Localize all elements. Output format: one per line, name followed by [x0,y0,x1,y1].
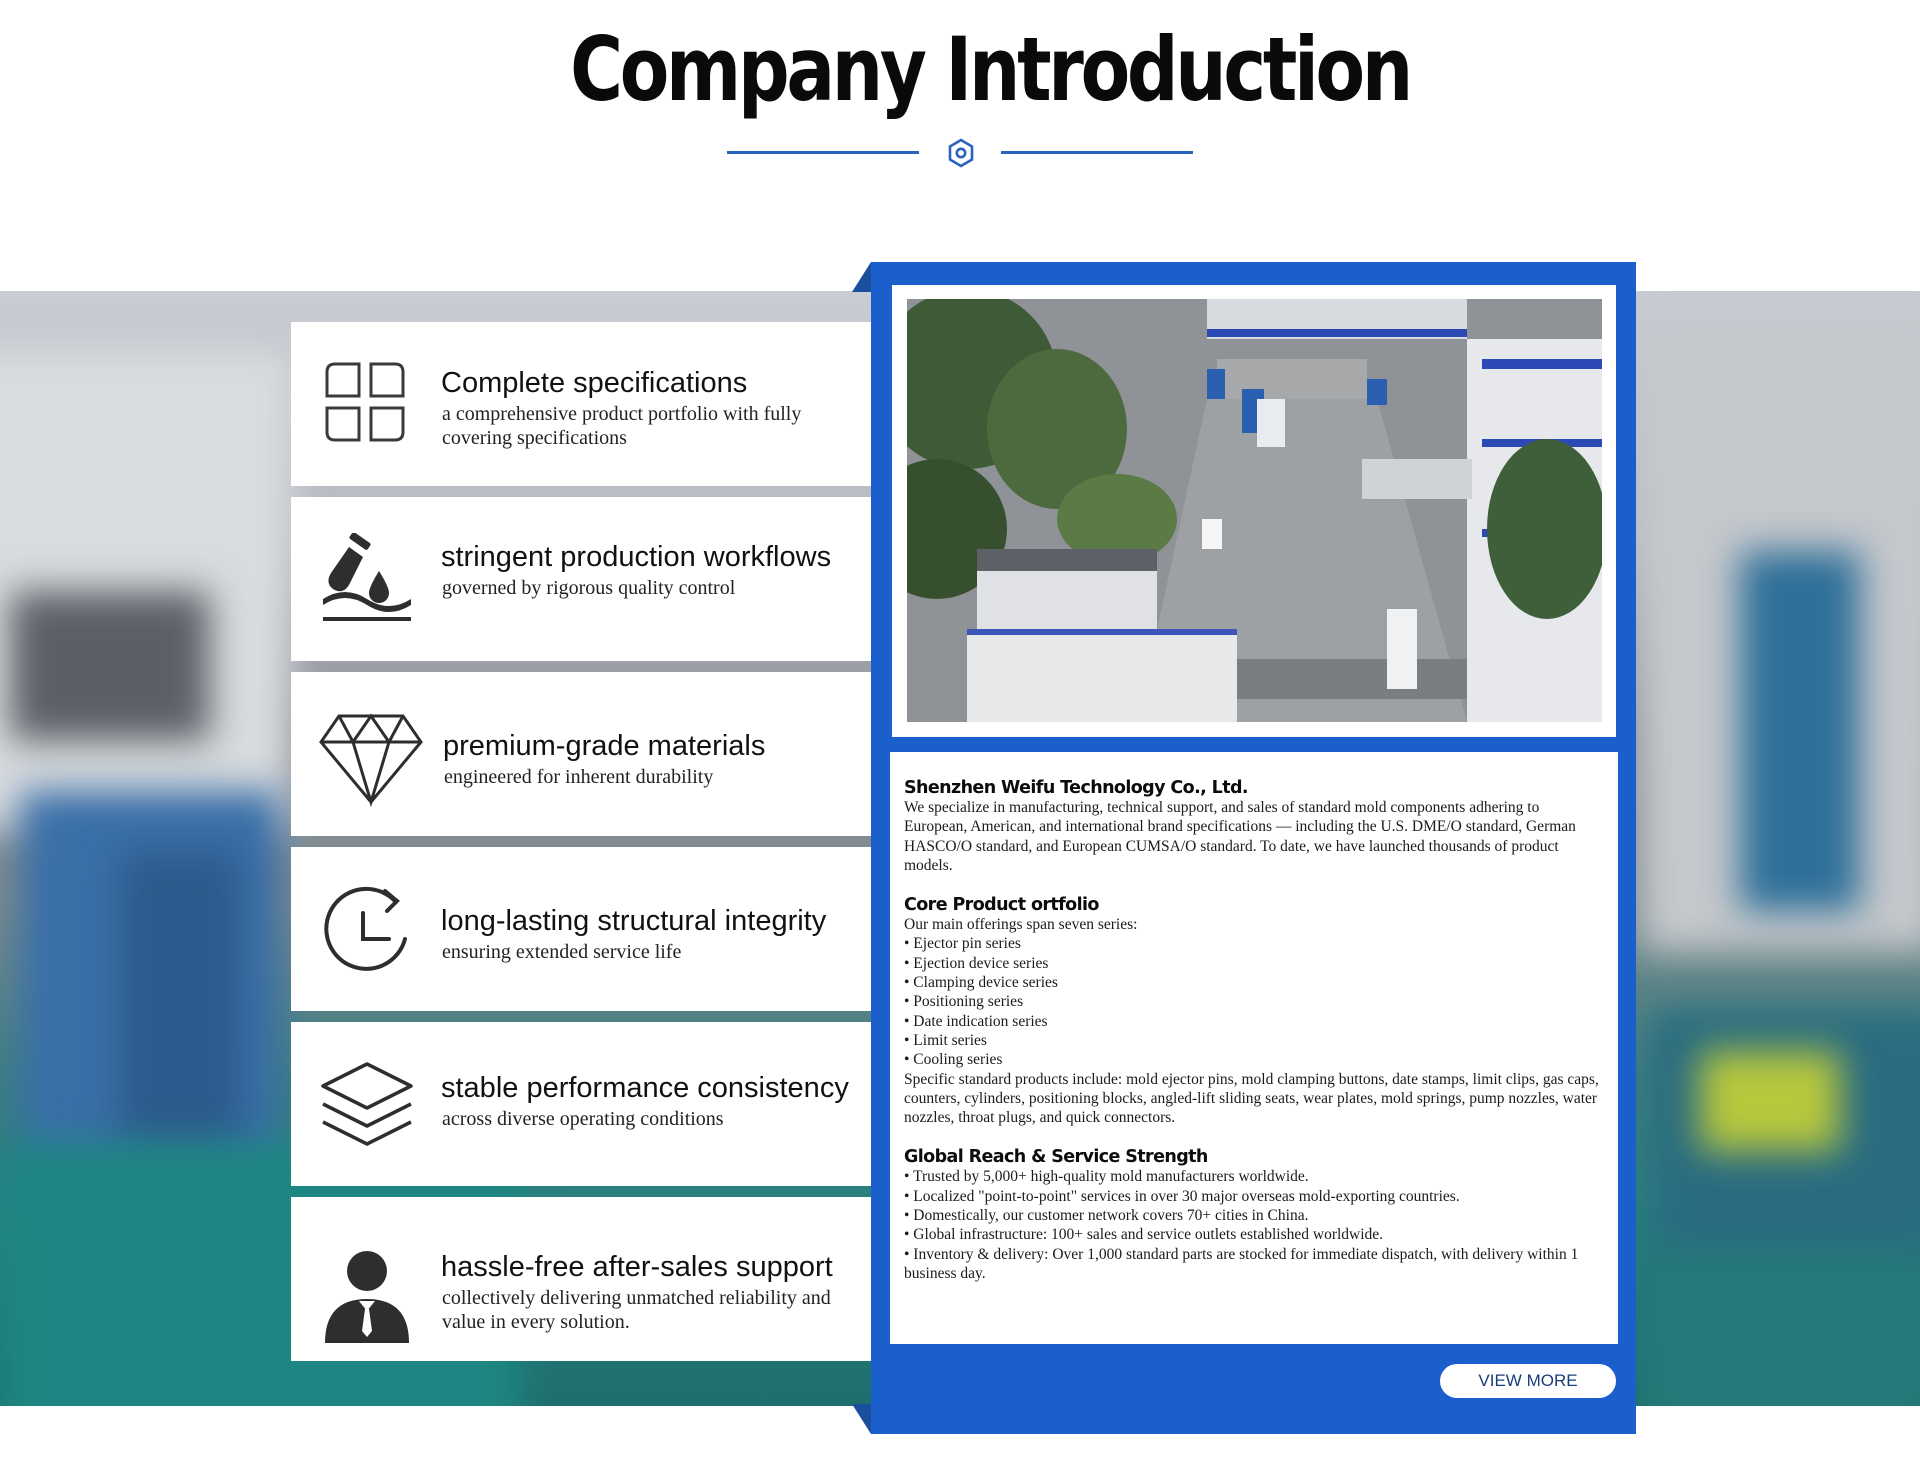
clock-refresh-icon [319,883,415,979]
list-item: • Inventory & delivery: Over 1,000 standard parts are stocked for immediate dispatch, with delivery within 1 business day. [904,1245,1579,1282]
company-intro: We specialize in manufacturing, technical support, and sales of standard mold components adhering to European, American, and international brand specifications — including the U.S. DME/O standard, German HASCO/O standard, and European CUMSA/O standard. To date, we have launched thousands of product models. [904,799,1576,874]
feature-card-workflows [291,497,871,661]
list-item: • Ejection device series [904,954,1049,972]
support-person-icon [319,1247,415,1343]
view-more-button[interactable]: VIEW MORE [1440,1364,1616,1398]
feature-title: stringent production workflows [441,541,832,573]
core-list [904,934,1604,1069]
hexagon-nut-icon [946,138,976,168]
feature-subtitle: governed by rigorous quality control [442,577,736,599]
diamond-icon [319,712,423,808]
company-description [904,778,1604,1283]
list-item: • Ejector pin series [904,935,1021,953]
panel-notch-top [852,262,871,292]
feature-title: long-lasting structural integrity [441,905,827,937]
core-detail: Specific standard products include: mold ejector pins, mold clamping buttons, date stamps, limit clips, gas caps, counters, cylinders, positioning blocks, angled-lift sliding seats, wear plates, mold springs, pump nozzles, water nozzles, throat plugs, and quick connectors. [904,1070,1599,1127]
list-item: • Limit series [904,1031,987,1049]
list-item: • Trusted by 5,000+ high-quality mold manufacturers worldwide. [904,1168,1309,1186]
feature-title: premium-grade materials [443,730,766,762]
feature-title: hassle-free after-sales support [441,1251,833,1283]
panel-notch-bottom [852,1404,871,1434]
feature-card-consistency [291,1022,871,1186]
feature-card-specifications [291,322,871,486]
layers-icon [319,1058,415,1154]
title-divider-left [727,151,919,154]
core-heading: Core Product ortfolio [904,895,1099,916]
company-name: Shenzhen Weifu Technology Co., Ltd. [904,778,1248,798]
feature-card-materials [291,672,871,836]
feature-card-support [291,1197,871,1361]
list-item: • Clamping device series [904,974,1058,992]
feature-subtitle: ensuring extended service life [442,941,682,963]
section-title: Company Introduction [570,18,1410,121]
feature-subtitle: engineered for inherent durability [444,766,714,788]
list-item: • Localized "point-to-point" services in over 30 major overseas mold-exporting countries. [904,1187,1460,1205]
grid-squares-icon [319,358,415,454]
list-item: • Cooling series [904,1051,1003,1069]
list-item: • Global infrastructure: 100+ sales and service outlets established worldwide. [904,1226,1384,1244]
company-description-box [890,752,1618,1344]
feature-subtitle: across diverse operating conditions [442,1108,724,1130]
global-heading: Global Reach & Service Strength [904,1147,1208,1168]
core-lead: Our main offerings span seven series: [904,916,1138,934]
list-item: • Domestically, our customer network covers 70+ cities in China. [904,1207,1309,1225]
list-item: • Positioning series [904,993,1024,1011]
flask-drop-icon [319,533,415,629]
feature-subtitle: collectively delivering unmatched reliability and value in every solution. [442,1287,831,1333]
feature-title: Complete specifications [441,367,748,399]
global-list [904,1167,1604,1283]
list-item: • Date indication series [904,1012,1048,1030]
title-divider-right [1001,151,1193,154]
feature-subtitle: a comprehensive product portfolio with fully covering specifications [442,403,802,449]
factory-aerial-photo [907,299,1602,722]
feature-card-integrity [291,847,871,1011]
feature-title: stable performance consistency [441,1072,849,1104]
